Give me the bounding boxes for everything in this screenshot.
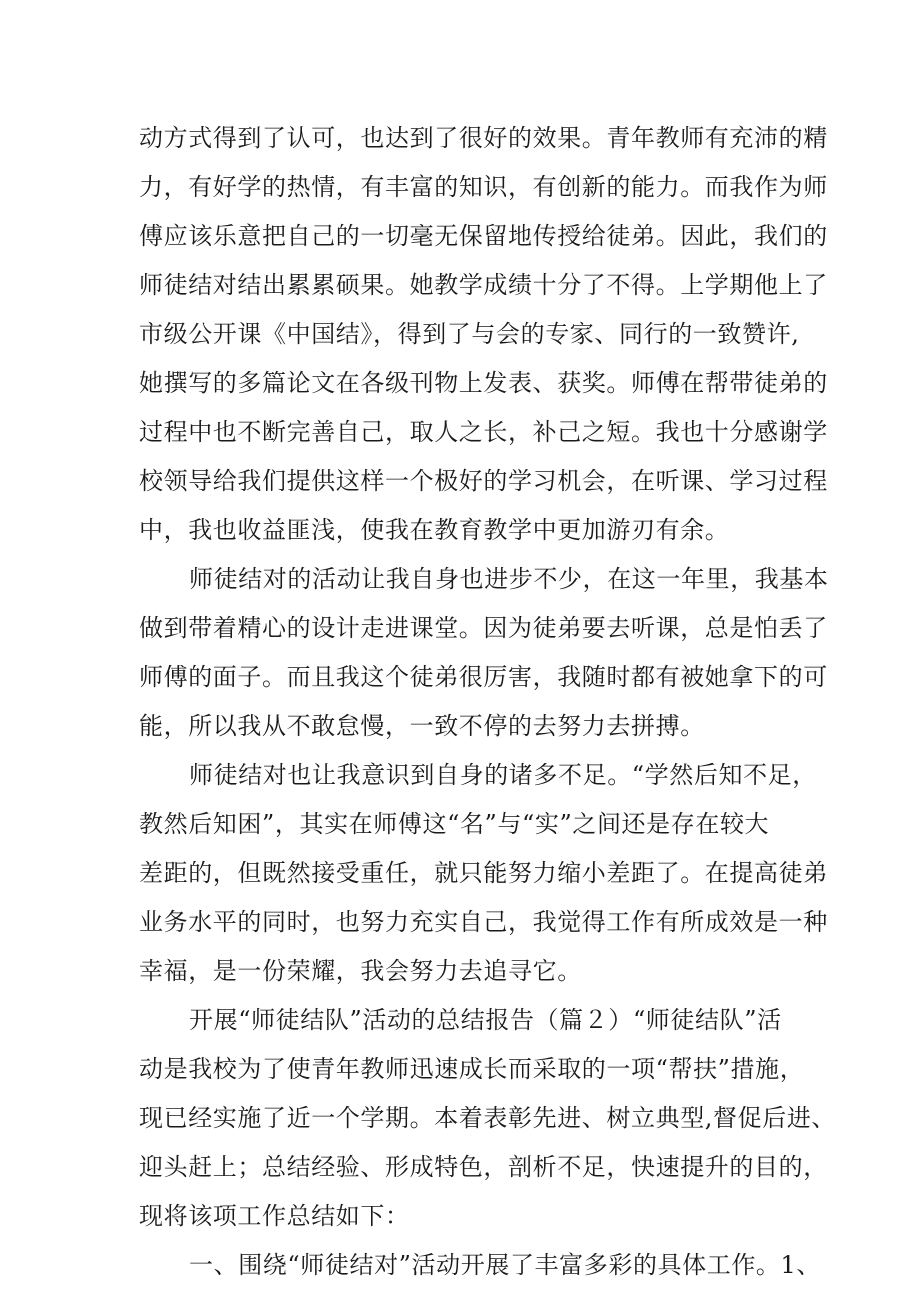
text-line: 中，我也收益匪浅，使我在教育教学中更加游刃有余。 (139, 516, 730, 544)
text-line: 过程中也不断完善自己，取人之长，补己之短。我也十分感谢学 (139, 418, 828, 446)
text-line: 师徒结对结出累累硕果。她教学成绩十分了不得。上学期他上了 (139, 271, 828, 299)
document-body (139, 114, 837, 1290)
text-line: 傅应该乐意把自己的一切毫无保留地传授给徒弟。因此，我们的 (139, 222, 828, 250)
text-line: 她撰写的多篇论文在各级刊物上发表、获奖。师傅在帮带徒弟的 (139, 369, 828, 397)
text-line: 市级公开课《中国结》，得到了与会的专家、同行的一致赞许, (139, 320, 800, 348)
paragraph-first-line: 师徒结对也让我意识到自身的诸多不足。“学然后知不足， (189, 761, 817, 789)
text-line: 差距的，但既然接受重任，就只能努力缩小差距了。在提高徒弟 (139, 859, 828, 887)
paragraph-first-line: 一、围绕“师徒结对”活动开展了丰富多彩的具体工作。1、 (189, 1251, 822, 1279)
text-line: 动方式得到了认可，也达到了很好的效果。青年教师有充沛的精 (139, 124, 828, 152)
text-line: 校领导给我们提供这样一个极好的学习机会，在听课、学习过程 (139, 467, 828, 495)
text-line: 幸福，是一份荣耀，我会努力去追寻它。 (139, 957, 582, 985)
text-line: 迎头赶上；总结经验、形成特色，剖析不足，快速提升的目的， (139, 1153, 828, 1181)
text-line: 动是我校为了使青年教师迅速成长而采取的一项“帮扶”措施， (139, 1055, 805, 1083)
text-line: 做到带着精心的设计走进课堂。因为徒弟要去听课，总是怕丢了 (139, 614, 828, 642)
text-line: 现将该项工作总结如下： (139, 1202, 410, 1230)
text-line: 现已经实施了近一个学期。本着表彰先进、树立典型,督促后进、 (139, 1104, 837, 1132)
text-line: 能，所以我从不敢怠慢，一致不停的去努力去拼搏。 (139, 712, 705, 740)
paragraph-first-line: 师徒结对的活动让我自身也进步不少，在这一年里，我基本 (189, 565, 829, 593)
text-line: 师傅的面子。而且我这个徒弟很厉害，我随时都有被她拿下的可 (139, 663, 828, 691)
text-line: 力，有好学的热情，有丰富的知识，有创新的能力。而我作为师 (139, 173, 828, 201)
text-line: 教然后知困”，其实在师傅这“名”与“实”之间还是存在较大 (139, 810, 770, 838)
paragraph-first-line: 开展“师徒结队”活动的总结报告（篇２）“师徒结队”活 (189, 1006, 782, 1034)
text-line: 业务水平的同时，也努力充实自己，我觉得工作有所成效是一种 (139, 908, 828, 936)
